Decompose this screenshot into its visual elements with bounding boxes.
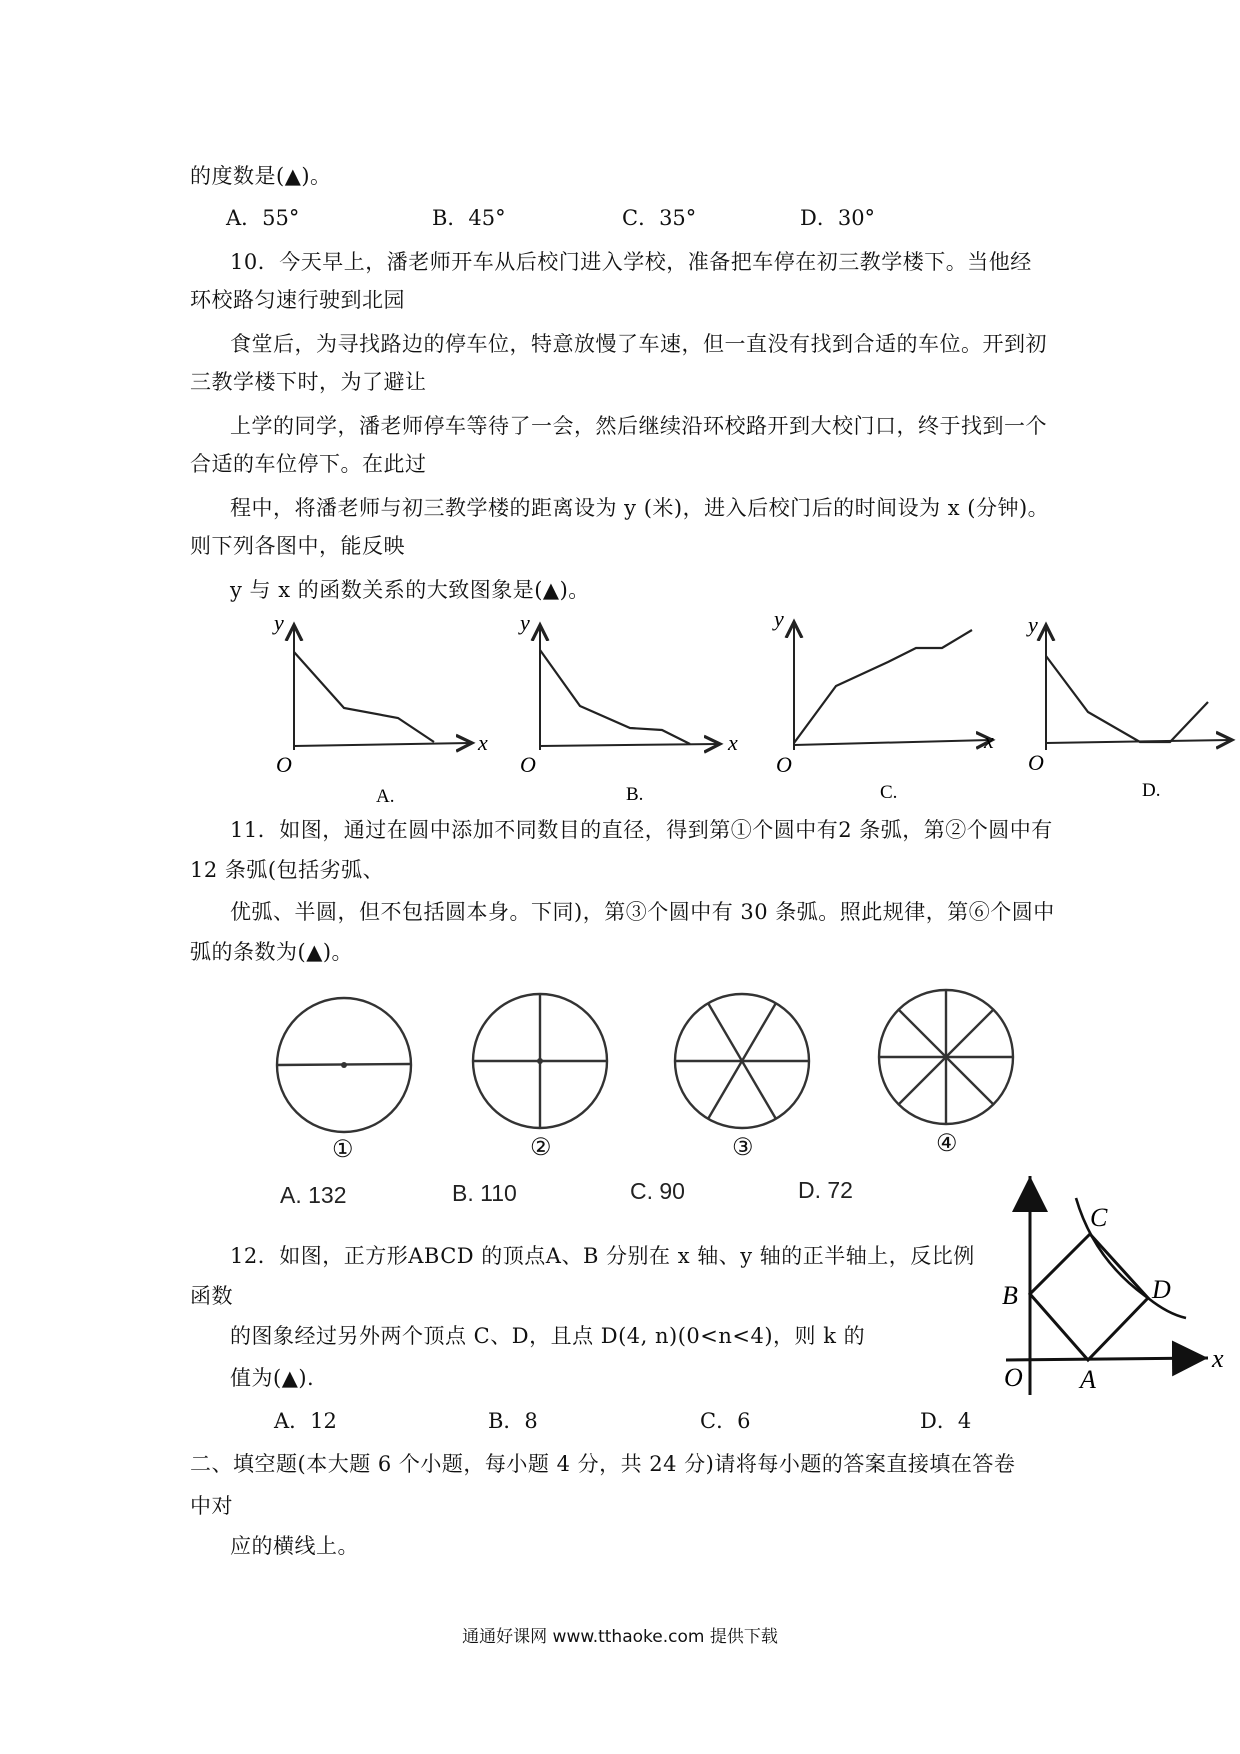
- q12-label-c: C: [1090, 1203, 1108, 1232]
- q10-line-2: 环校路匀速行驶到北园: [190, 288, 405, 312]
- graph-c: [772, 606, 994, 803]
- q11-line-3: 优弧、半圆，但不包括圆本身。下同)，第③个圆中有 30 条弧。照此规律，第⑥个圆中: [230, 900, 1055, 924]
- graph-c-x-axis: [794, 740, 990, 745]
- graph-a-x-axis: [294, 743, 470, 746]
- section2-line-1: 二、填空题(本大题 6 个小题，每小题 4 分，共 24 分)请将每小题的答案直接填在答卷: [190, 1452, 1016, 1476]
- graph-a: [272, 610, 488, 807]
- section2-line-2: 中对: [190, 1494, 233, 1518]
- q12-option-b: B．8: [488, 1409, 538, 1433]
- q9-option-c: C．35°: [622, 206, 697, 230]
- graph-a-y-label: y: [274, 610, 284, 635]
- graph-c-curve: [794, 630, 972, 743]
- graph-b-curve: [540, 650, 690, 744]
- graph-b-origin: O: [520, 752, 536, 777]
- q12-label-d: D: [1152, 1275, 1171, 1304]
- q9-option-a: A．55°: [226, 206, 300, 230]
- graph-a-curve: [294, 652, 434, 742]
- circle-1-label: ①: [332, 1137, 354, 1163]
- circle-4-label: ④: [936, 1131, 958, 1157]
- graph-c-x-label: x: [984, 728, 994, 753]
- q11-option-a: A. 132: [280, 1182, 347, 1208]
- graph-b-x-label: x: [728, 730, 738, 755]
- q11-line-4: 弧的条数为(▲)。: [190, 940, 354, 964]
- page-footer: 通通好课网 www.tthaoke.com 提供下载: [462, 1627, 778, 1647]
- circle-3-label: ③: [732, 1135, 754, 1161]
- q12-line-3: 的图象经过另外两个顶点 C、D，且点 D(4, n)(0<n<4)，则 k 的: [230, 1324, 866, 1348]
- q11-option-c: C. 90: [630, 1178, 685, 1204]
- graph-b-label: B.: [626, 784, 644, 805]
- q10-graphs: [0, 606, 1240, 812]
- q10-line-8: 则下列各图中，能反映: [190, 534, 405, 558]
- graph-b-y-label: y: [520, 610, 530, 635]
- q10-line-7: 程中，将潘老师与初三教学楼的距离设为 y (米)，进入后校门后的时间设为 x (分钟)。: [230, 496, 1050, 520]
- graph-b-x-axis: [540, 744, 718, 746]
- q11-option-d: D. 72: [798, 1177, 853, 1203]
- q12-label-x: x: [1212, 1344, 1224, 1373]
- graph-d-origin: O: [1028, 750, 1044, 775]
- q9-option-d: D．30°: [800, 206, 876, 230]
- graph-c-y-label: y: [774, 606, 784, 631]
- circle-4: [879, 990, 1013, 1124]
- section2-line-3: 应的横线上。: [230, 1534, 359, 1558]
- q12-label-b: B: [1002, 1281, 1018, 1310]
- q12-option-c: C．6: [700, 1409, 751, 1433]
- q12-figure: [990, 1170, 1230, 1400]
- circle-3: [675, 994, 809, 1128]
- circle-2: [473, 994, 607, 1128]
- graph-a-label: A.: [376, 786, 395, 807]
- q9-tail: 的度数是(▲)。: [190, 164, 332, 188]
- q12-option-a: A．12: [274, 1409, 337, 1433]
- q10-line-6: 合适的车位停下。在此过: [190, 452, 427, 476]
- q12-x-axis: [1006, 1358, 1208, 1360]
- graph-d: [1026, 612, 1230, 801]
- graph-b: [518, 610, 738, 805]
- graph-c-label: C.: [880, 782, 898, 803]
- q12-label-o: O: [1004, 1363, 1023, 1392]
- q12-option-d: D．4: [920, 1409, 972, 1433]
- q11-line-2: 12 条弧(包括劣弧、: [190, 858, 385, 882]
- q10-line-5: 上学的同学，潘老师停车等待了一会，然后继续沿环校路开到大校门口，终于找到一个: [230, 414, 1047, 438]
- q12-line-1: 12．如图，正方形ABCD 的顶点A、B 分别在 x 轴、y 轴的正半轴上，反比例: [230, 1244, 975, 1268]
- q10-line-3: 食堂后，为寻找路边的停车位，特意放慢了车速，但一直没有找到合适的车位。开到初: [230, 332, 1047, 356]
- q10-line-9: y 与 x 的函数关系的大致图象是(▲)。: [230, 578, 590, 602]
- graph-d-label: D.: [1142, 780, 1161, 801]
- graph-d-y-label: y: [1028, 612, 1038, 637]
- q12-line-2: 函数: [190, 1284, 233, 1308]
- q12-square: [1030, 1234, 1148, 1360]
- graph-d-curve: [1046, 656, 1208, 742]
- q9-option-b: B．45°: [432, 206, 506, 230]
- q10-line-1: 10．今天早上，潘老师开车从后校门进入学校，准备把车停在初三教学楼下。当他经: [230, 250, 1032, 274]
- q10-line-4: 三教学楼下时，为了避让: [190, 370, 427, 394]
- graph-a-origin: O: [276, 752, 292, 777]
- graph-a-x-label: x: [478, 730, 488, 755]
- q12-label-a: A: [1080, 1365, 1096, 1394]
- q11-circles: [0, 975, 1240, 1155]
- circle-2-label: ②: [530, 1135, 552, 1161]
- q11-line-1: 11．如图，通过在圆中添加不同数目的直径，得到第①个圆中有2 条弧，第②个圆中有: [230, 818, 1053, 842]
- q11-option-b: B. 110: [452, 1180, 517, 1206]
- q12-line-4: 值为(▲).: [230, 1366, 315, 1390]
- circle-1: [277, 998, 411, 1132]
- graph-c-origin: O: [776, 752, 792, 777]
